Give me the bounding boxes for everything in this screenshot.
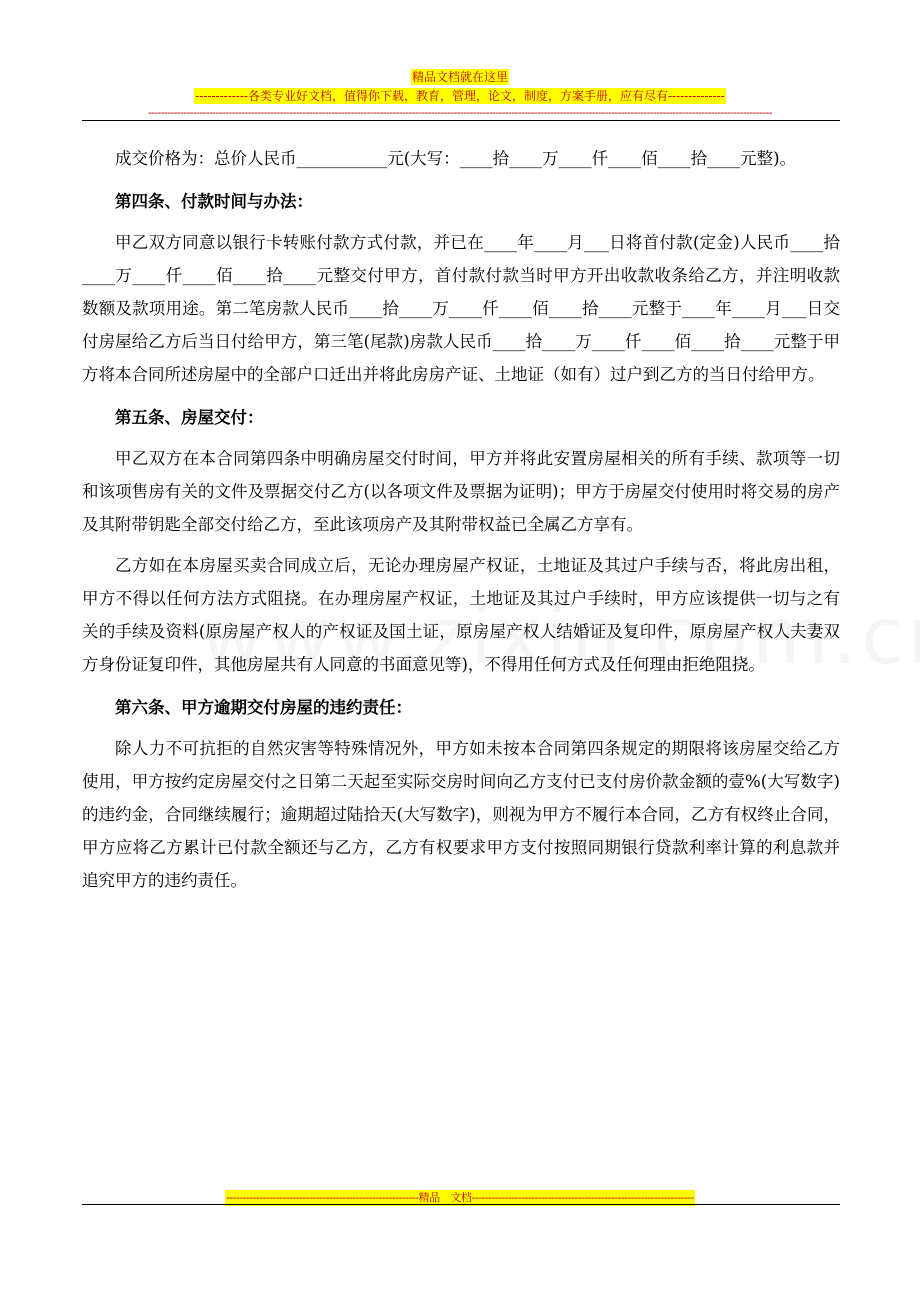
page-footer bbox=[0, 1186, 920, 1206]
paragraph-price: 成交价格为：总价人民币___________元(大写：____拾____万____仟____佰____拾____元整)。 bbox=[115, 149, 797, 168]
header-title: 精品文档就在这里 bbox=[411, 70, 508, 84]
heading-article-5: 第五条、房屋交付： bbox=[115, 408, 264, 427]
paragraph-delivery: 甲乙双方在本合同第四条中明确房屋交付时间，甲方并将此安置房屋相关的所有手续、款项等一切和该项售房有关的文件及票据交付乙方(以各项文件及票据为证明)；甲方于房屋交付使用时将交易的房产及其附带钥匙全部交付给乙方，至此该项房产及其附带权益已全属乙方享有。 bbox=[82, 449, 840, 534]
header-tagline: -------------各类专业好文档，值得你下载，教育，管理，论文，制度，方案手册，应有尽有-------------- bbox=[195, 89, 725, 103]
footer-text: ----------------------------------------------------------精品 文档------------------------------------------------------------------- bbox=[226, 1191, 694, 1204]
header-rule bbox=[82, 120, 840, 121]
header-dash-line: -------------------------------------------------------------------------------------------------------------------------------------------------------------------------------------------------- bbox=[147, 107, 773, 119]
page-header bbox=[0, 66, 920, 123]
paragraph-payment: 甲乙双方同意以银行卡转账付款方式付款，并已在____年____月___日将首付款(定金)人民币____拾____万____仟____佰____拾____元整交付甲方，首付款付款当时甲方开出收款收条给乙方，并注明收款数额及款项用途。第二笔房款人民币____拾____万____仟____佰____拾____元整于____年____月___日交付房屋给乙方后当日付给甲方，第三笔(尾款)房款人民币____拾____万____仟____佰____拾____元整于甲方将本合同所述房屋中的全部户口迁出并将此房房产证、土地证（如有）过户到乙方的当日付给甲方。 bbox=[82, 233, 840, 384]
document-body bbox=[82, 142, 840, 897]
footer-rule bbox=[82, 1204, 840, 1205]
paragraph-liability: 除人力不可抗拒的自然灾害等特殊情况外，甲方如未按本合同第四条规定的期限将该房屋交给乙方使用，甲方按约定房屋交付之日第二天起至实际交房时间向乙方支付已支付房价款金额的壹%(大写数字)的违约金，合同继续履行；逾期超过陆拾天(大写数字)，则视为甲方不履行本合同，乙方有权终止合同，甲方应将乙方累计已付款全额还与乙方，乙方有权要求甲方支付按照同期银行贷款利率计算的利息款并追究甲方的违约责任。 bbox=[82, 739, 840, 890]
heading-article-6: 第六条、甲方逾期交付房屋的违约责任： bbox=[115, 698, 412, 717]
paragraph-rental: 乙方如在本房屋买卖合同成立后，无论办理房屋产权证，土地证及其过户手续与否，将此房出租，甲方不得以任何方法方式阻挠。在办理房屋产权证，土地证及其过户手续时，甲方应该提供一切与之有关的手续及资料(原房屋产权人的产权证及国土证，原房屋产权人结婚证及复印件，原房屋产权人夫妻双方身份证复印件，其他房屋共有人同意的书面意见等)，不得用任何方式及任何理由拒绝阻挠。 bbox=[82, 556, 840, 674]
heading-article-4: 第四条、付款时间与办法： bbox=[115, 192, 313, 211]
